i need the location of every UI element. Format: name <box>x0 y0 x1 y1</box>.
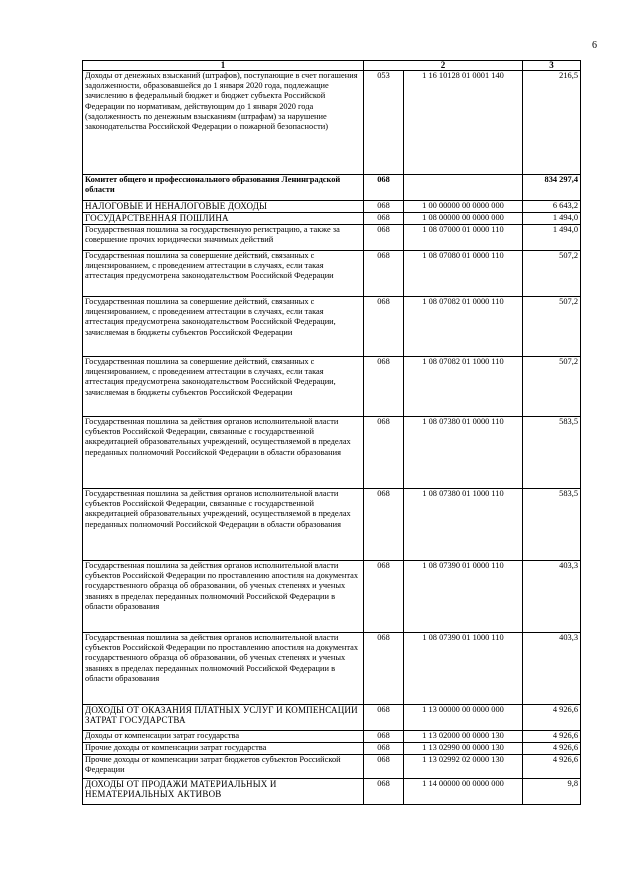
table-row <box>83 731 581 743</box>
row-kbk-code: 1 16 10128 01 0001 140 <box>404 71 523 175</box>
row-admin-code: 068 <box>364 779 404 805</box>
row-description: Прочие доходы от компенсации затрат бюджетов субъектов Российской Федерации <box>83 755 364 779</box>
row-amount: 6 643,2 <box>523 201 581 213</box>
row-description: ДОХОДЫ ОТ ПРОДАЖИ МАТЕРИАЛЬНЫХ И НЕМАТЕРИАЛЬНЫХ АКТИВОВ <box>83 779 364 805</box>
table-row <box>83 779 581 805</box>
row-kbk-code: 1 13 02990 00 0000 130 <box>404 743 523 755</box>
row-amount: 4 926,6 <box>523 755 581 779</box>
row-description: ДОХОДЫ ОТ ОКАЗАНИЯ ПЛАТНЫХ УСЛУГ И КОМПЕНСАЦИИ ЗАТРАТ ГОСУДАРСТВА <box>83 705 364 731</box>
table-row <box>83 251 581 297</box>
row-description: Государственная пошлина за совершение действий, связанных с лицензированием, с проведением аттестации в случаях, если такая аттестация предусмотрена законодательством Российской Федерации, зачисляемая в бюджеты субъектов Российской Федерации <box>83 297 364 357</box>
row-description: Государственная пошлина за действия органов исполнительной власти субъектов Российской Федерации по проставлению апостиля на документах государственного образца об образовании, об ученых степенях и ученых званиях в пределах переданных полномочий Российской Федерации в области образования <box>83 633 364 705</box>
row-amount: 1 494,0 <box>523 213 581 225</box>
row-admin-code: 068 <box>364 417 404 489</box>
table-row <box>83 175 581 201</box>
row-admin-code: 068 <box>364 251 404 297</box>
row-kbk-code: 1 00 00000 00 0000 000 <box>404 201 523 213</box>
table-row <box>83 489 581 561</box>
row-admin-code: 068 <box>364 561 404 633</box>
table-row <box>83 71 581 175</box>
row-admin-code: 068 <box>364 731 404 743</box>
row-description: НАЛОГОВЫЕ И НЕНАЛОГОВЫЕ ДОХОДЫ <box>83 201 364 213</box>
row-amount: 4 926,6 <box>523 705 581 731</box>
row-kbk-code: 1 08 07082 01 0000 110 <box>404 297 523 357</box>
row-admin-code: 068 <box>364 755 404 779</box>
row-admin-code: 068 <box>364 213 404 225</box>
row-amount: 4 926,6 <box>523 743 581 755</box>
row-description: ГОСУДАРСТВЕННАЯ ПОШЛИНА <box>83 213 364 225</box>
row-kbk-code: 1 08 07390 01 0000 110 <box>404 561 523 633</box>
row-admin-code: 068 <box>364 297 404 357</box>
row-description: Государственная пошлина за совершение действий, связанных с лицензированием, с проведением аттестации в случаях, если такая аттестация предусмотрена законодательством Российской Федерации <box>83 251 364 297</box>
row-amount: 403,3 <box>523 633 581 705</box>
row-kbk-code: 1 14 00000 00 0000 000 <box>404 779 523 805</box>
row-description: Государственная пошлина за совершение действий, связанных с лицензированием, с проведением аттестации в случаях, если такая аттестация предусмотрена законодательством Российской Федерации, зачисляемая в бюджеты субъектов Российской Федерации <box>83 357 364 417</box>
row-amount: 9,8 <box>523 779 581 805</box>
table-row <box>83 357 581 417</box>
table-row <box>83 297 581 357</box>
row-kbk-code: 1 13 02000 00 0000 130 <box>404 731 523 743</box>
table-row <box>83 201 581 213</box>
row-description: Комитет общего и профессионального образования Ленинградской области <box>83 175 364 201</box>
header-col-3: 3 <box>523 61 581 71</box>
table-row <box>83 633 581 705</box>
row-kbk-code: 1 08 00000 00 0000 000 <box>404 213 523 225</box>
page-number: 6 <box>592 40 597 51</box>
row-amount: 403,3 <box>523 561 581 633</box>
row-amount: 507,2 <box>523 357 581 417</box>
row-amount: 507,2 <box>523 297 581 357</box>
row-kbk-code: 1 08 07380 01 1000 110 <box>404 489 523 561</box>
row-admin-code: 068 <box>364 705 404 731</box>
table-header-row <box>83 61 581 71</box>
row-description: Доходы от денежных взысканий (штрафов), поступающие в счет погашения задолженности, образовавшейся до 1 января 2020 года, подлежащие зачислению в федеральный бюджет и бюджет субъекта Российской Федерации по нормативам, действующим до 1 января 2020 года (задолженность по денежным взысканиям (штрафам) за нарушение законодательства Российской Федерации о пожарной безопасности) <box>83 71 364 175</box>
row-amount: 1 494,0 <box>523 225 581 251</box>
row-admin-code: 068 <box>364 743 404 755</box>
row-admin-code: 068 <box>364 225 404 251</box>
row-description: Доходы от компенсации затрат государства <box>83 731 364 743</box>
row-kbk-code: 1 08 07390 01 1000 110 <box>404 633 523 705</box>
table-row <box>83 213 581 225</box>
row-description: Прочие доходы от компенсации затрат государства <box>83 743 364 755</box>
table-row <box>83 705 581 731</box>
row-amount: 216,5 <box>523 71 581 175</box>
row-description: Государственная пошлина за действия органов исполнительной власти субъектов Российской Федерации, связанные с государственной аккредитацией образовательных учреждений, осуществляемой в пределах переданных полномочий Российской Федерации в области образования <box>83 489 364 561</box>
row-admin-code: 068 <box>364 175 404 201</box>
row-kbk-code: 1 13 00000 00 0000 000 <box>404 705 523 731</box>
table-row <box>83 743 581 755</box>
table-row <box>83 561 581 633</box>
row-amount: 507,2 <box>523 251 581 297</box>
row-amount: 834 297,4 <box>523 175 581 201</box>
row-admin-code: 068 <box>364 357 404 417</box>
revenue-table <box>82 60 581 805</box>
row-admin-code: 068 <box>364 633 404 705</box>
row-amount: 4 926,6 <box>523 731 581 743</box>
row-kbk-code: 1 08 07000 01 0000 110 <box>404 225 523 251</box>
row-kbk-code: 1 08 07380 01 0000 110 <box>404 417 523 489</box>
table-row <box>83 225 581 251</box>
row-admin-code: 068 <box>364 489 404 561</box>
table-row <box>83 755 581 779</box>
row-amount: 583,5 <box>523 417 581 489</box>
table-row <box>83 417 581 489</box>
row-description: Государственная пошлина за государственную регистрацию, а также за совершение прочих юридически значимых действий <box>83 225 364 251</box>
row-admin-code: 068 <box>364 201 404 213</box>
row-kbk-code: 1 08 07082 01 1000 110 <box>404 357 523 417</box>
row-description: Государственная пошлина за действия органов исполнительной власти субъектов Российской Федерации по проставлению апостиля на документах государственного образца об образовании, об ученых степенях и ученых званиях в пределах переданных полномочий Российской Федерации в области образования <box>83 561 364 633</box>
row-description: Государственная пошлина за действия органов исполнительной власти субъектов Российской Федерации, связанные с государственной аккредитацией образовательных учреждений, осуществляемой в пределах переданных полномочий Российской Федерации в области образования <box>83 417 364 489</box>
row-amount: 583,5 <box>523 489 581 561</box>
header-col-1: 1 <box>83 61 364 71</box>
row-admin-code: 053 <box>364 71 404 175</box>
header-col-2: 2 <box>364 61 523 71</box>
row-kbk-code <box>404 175 523 201</box>
row-kbk-code: 1 08 07080 01 0000 110 <box>404 251 523 297</box>
row-kbk-code: 1 13 02992 02 0000 130 <box>404 755 523 779</box>
